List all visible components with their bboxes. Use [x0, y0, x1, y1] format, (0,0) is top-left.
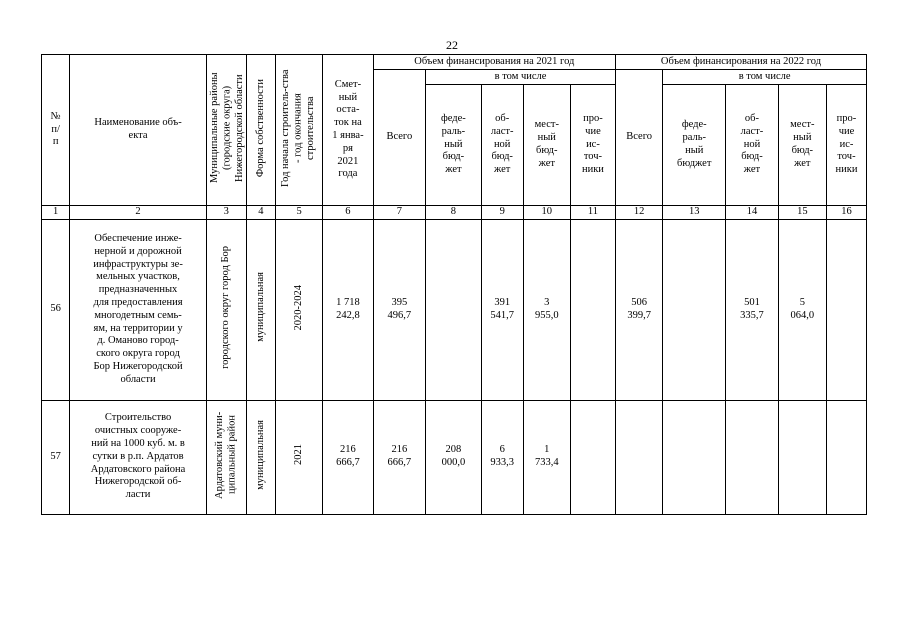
row-ownership — [246, 400, 275, 514]
table-row — [42, 219, 867, 400]
header-total-2021: Всего — [373, 70, 425, 206]
row-years-text: 2021 — [292, 444, 304, 466]
row-years — [276, 400, 323, 514]
row-total-2022 — [616, 400, 663, 514]
table-row — [42, 400, 867, 514]
header-years-text: Год начала строитель-ства - год окончания строительства — [280, 68, 317, 187]
column-number: 10 — [523, 206, 570, 220]
header-regional-2022: об- ласт- ной бюд- жет — [726, 85, 778, 206]
header-federal-2021: феде- раль- ный бюд- жет — [426, 85, 482, 206]
header-incl-2022: в том числе — [663, 70, 867, 85]
column-number: 13 — [663, 206, 726, 220]
row-regional-2021: 391 541,7 — [481, 219, 523, 400]
column-number: 15 — [778, 206, 826, 220]
page-number: 22 — [446, 38, 458, 52]
row-federal-2022 — [663, 219, 726, 400]
row-federal-2022 — [663, 400, 726, 514]
investment-table — [41, 54, 867, 515]
header-other-2022: про- чие ис- точ- ники — [826, 85, 866, 206]
column-number: 9 — [481, 206, 523, 220]
row-total-2021: 216 666,7 — [373, 400, 425, 514]
row-num: 56 — [42, 219, 70, 400]
row-local-2022: 5 064,0 — [778, 219, 826, 400]
row-years-text: 2020-2024 — [292, 284, 304, 331]
header-local-2021: мест- ный бюд- жет — [523, 85, 570, 206]
column-number: 5 — [276, 206, 323, 220]
header-group-2021: Объем финансирования на 2021 год — [373, 55, 615, 70]
row-balance: 1 718 242,8 — [323, 219, 373, 400]
row-regional-2022: 501 335,7 — [726, 219, 778, 400]
row-ownership — [246, 219, 275, 400]
row-regional-2022 — [726, 400, 778, 514]
header-regional-2021: об- ласт- ной бюд- жет — [481, 85, 523, 206]
row-federal-2021 — [426, 219, 482, 400]
header-name: Наименование объ- екта — [70, 55, 206, 206]
header-years — [276, 55, 323, 206]
header-ownership — [246, 55, 275, 206]
column-number: 4 — [246, 206, 275, 220]
header-local-2022: мест- ный бюд- жет — [778, 85, 826, 206]
header-ownership-text: Форма собственности — [254, 78, 266, 177]
row-ownership-text: муниципальная — [254, 272, 266, 343]
row-district-text: городского округ город Бор — [219, 245, 231, 369]
header-group-2022: Объем финансирования на 2022 год — [616, 55, 867, 70]
row-num: 57 — [42, 400, 70, 514]
row-local-2022 — [778, 400, 826, 514]
column-number: 3 — [206, 206, 246, 220]
row-district — [206, 219, 246, 400]
row-total-2022: 506 399,7 — [616, 219, 663, 400]
row-district — [206, 400, 246, 514]
row-local-2021: 1 733,4 — [523, 400, 570, 514]
row-balance: 216 666,7 — [323, 400, 373, 514]
header-total-2022: Всего — [616, 70, 663, 206]
column-number: 16 — [826, 206, 866, 220]
row-other-2021 — [570, 219, 615, 400]
column-number: 8 — [426, 206, 482, 220]
row-other-2021 — [570, 400, 615, 514]
header-num: № п/ п — [42, 55, 70, 206]
header-balance: Смет- ный оста- ток на 1 янва- ря 2021 года — [323, 55, 373, 206]
column-number: 12 — [616, 206, 663, 220]
header-row-group — [42, 55, 867, 70]
header-district-text: Муниципальные районы (городские округа) Нижегородской области — [208, 72, 245, 183]
header-district — [206, 55, 246, 206]
column-number: 7 — [373, 206, 425, 220]
row-regional-2021: 6 933,3 — [481, 400, 523, 514]
header-federal-2022: феде- раль- ный бюджет — [663, 85, 726, 206]
row-other-2022 — [826, 219, 866, 400]
row-district-text: Ардатовский муни-ципальный район — [213, 411, 238, 499]
header-other-2021: про- чие ис- точ- ники — [570, 85, 615, 206]
row-name: Строительство очистных сооруже- ний на 1000 куб. м. в сутки в р.п. Ардатов Ардатовского района Нижегородской об- ласти — [70, 400, 206, 514]
column-number-row — [42, 206, 867, 220]
row-federal-2021: 208 000,0 — [426, 400, 482, 514]
column-number: 1 — [42, 206, 70, 220]
row-ownership-text: муниципальная — [254, 419, 266, 490]
column-number: 11 — [570, 206, 615, 220]
column-number: 6 — [323, 206, 373, 220]
row-years — [276, 219, 323, 400]
row-total-2021: 395 496,7 — [373, 219, 425, 400]
header-incl-2021: в том числе — [426, 70, 616, 85]
column-number: 2 — [70, 206, 206, 220]
row-name: Обеспечение инже- нерной и дорожной инфраструктуры зе- мельных участков, предназначенных для предоставления многодетным семь- ям, на территории у д. Оманово город- ского округа город Бор Нижегородской области — [70, 219, 206, 400]
row-local-2021: 3 955,0 — [523, 219, 570, 400]
row-other-2022 — [826, 400, 866, 514]
column-number: 14 — [726, 206, 778, 220]
